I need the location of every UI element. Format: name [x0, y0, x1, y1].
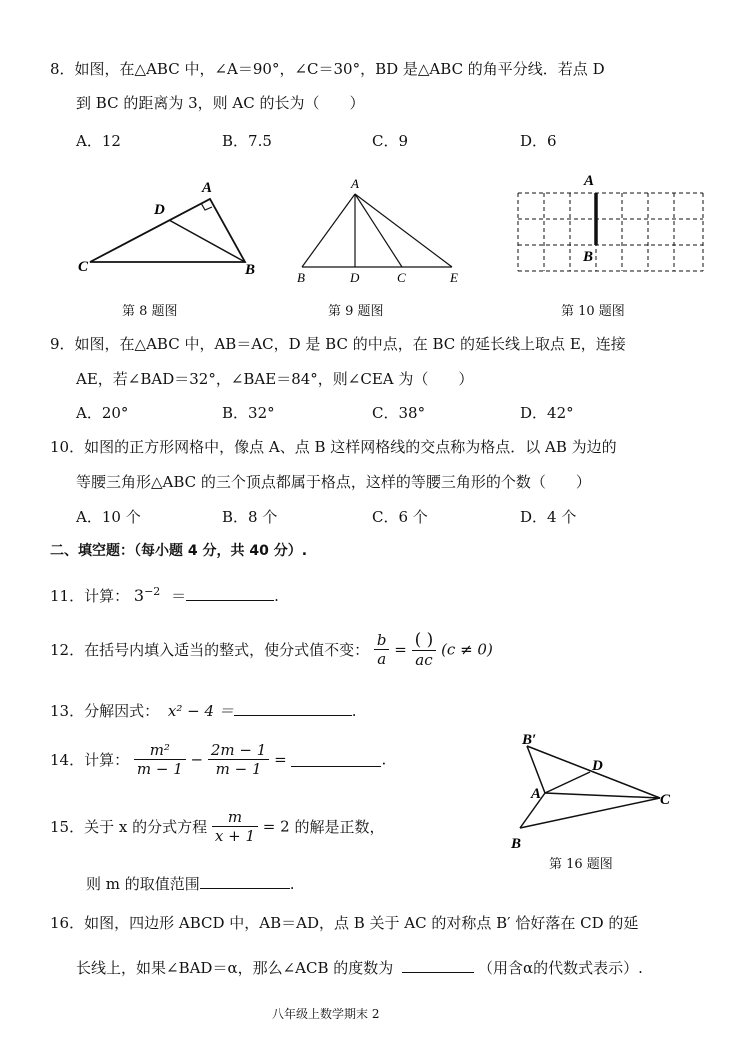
fig16-label-d: D [592, 758, 603, 774]
q8-option-a: A．12 [76, 132, 121, 150]
fig9-label-d: D [350, 270, 360, 285]
q14-frac1-numerator: m² [149, 741, 170, 759]
q14-frac2-denominator: m − 1 [208, 759, 269, 778]
q9-option-b: B．32° [222, 404, 275, 422]
fig10-label-b: B [583, 249, 594, 265]
fig8-label-b: B [245, 262, 256, 278]
q14-frac1-denominator: m − 1 [134, 759, 186, 778]
fig16-label-b: B [511, 836, 522, 852]
q12-fraction-1 [374, 631, 390, 668]
q11 [50, 585, 279, 606]
q12-condition: (c ≠ 0) [441, 640, 493, 659]
section-2-title: 二、填空题：（每小题 4 分，共 40 分）. [50, 543, 308, 559]
fig9-label-e: E [450, 270, 458, 285]
q16-line1: 16．如图，四边形 ABCD 中，AB＝AD，点 B 关于 AC 的对称点 B′ 恰好落在 CD 的延 [50, 914, 639, 932]
q11-equals: ＝ [171, 587, 187, 605]
q15-frac-denominator: x + 1 [212, 826, 258, 845]
fig9-label-a: A [351, 176, 359, 191]
q12 [50, 630, 493, 669]
fig16-label-c: C [660, 792, 671, 808]
fig10-caption: 第 10 题图 [561, 304, 625, 319]
q10-option-c: C．6 个 [372, 508, 428, 526]
fig16-label-a: A [531, 786, 542, 802]
q11-prefix: 11．计算： [50, 587, 130, 605]
q16-line2 [76, 957, 643, 978]
q12-frac1-denominator: a [374, 649, 390, 668]
q8-option-b: B．7.5 [222, 132, 272, 150]
fig10-label-a: A [584, 173, 595, 189]
q16-line2-end: （用含α的代数式表示）. [478, 959, 643, 977]
q10-option-a: A．10 个 [76, 508, 141, 526]
fig8-label-d: D [154, 202, 165, 218]
q16-answer-blank [402, 958, 474, 973]
q12-equals: = [394, 640, 407, 659]
fig16-caption: 第 16 题图 [549, 857, 613, 872]
q15-suffix: 的解是正数， [294, 818, 385, 836]
q9-option-c: C．38° [372, 404, 426, 422]
q10-option-b: B．8 个 [222, 508, 278, 526]
q13 [50, 700, 357, 721]
q10-line2: 等腰三角形△ABC 的三个顶点都属于格点，这样的等腰三角形的个数（ ） [76, 473, 591, 491]
q10-line1: 10．如图的正方形网格中，像点 A、点 B 这样网格线的交点称为格点．以 AB 为边的 [50, 438, 617, 456]
figure-10 [500, 168, 720, 283]
fig8-caption: 第 8 题图 [122, 304, 178, 319]
q15-equals: = 2 [262, 817, 290, 836]
fig9-caption: 第 9 题图 [328, 304, 384, 319]
figure-9 [290, 172, 470, 287]
q8-line2: 到 BC 的距离为 3，则 AC 的长为（ ） [76, 94, 365, 112]
q11-exponent: −2 [144, 585, 161, 598]
q15 [50, 808, 384, 845]
q11-base: 3 [133, 586, 145, 605]
q14 [50, 741, 386, 778]
q13-expression: x² − 4 ＝ [167, 702, 234, 720]
page-footer: 八年级上数学期末 2 [272, 1007, 380, 1021]
q10-option-d: D．4 个 [520, 508, 577, 526]
q13-end: . [351, 702, 357, 720]
q12-frac2-denominator: ac [412, 650, 437, 669]
figure-8 [70, 170, 270, 280]
q15-answer-blank [200, 874, 290, 889]
q15-prefix: 15．关于 x 的分式方程 [50, 818, 208, 836]
fig9-label-c: C [397, 270, 406, 285]
q8-option-c: C．9 [372, 132, 409, 150]
q12-frac1-numerator: b [376, 631, 387, 649]
q13-answer-blank [234, 701, 352, 716]
fig16-label-bprime: B′ [522, 732, 537, 748]
fig8-label-a: A [202, 180, 213, 196]
q14-equals: = [274, 750, 287, 769]
q15-end: . [289, 875, 295, 893]
q14-minus: − [190, 750, 204, 769]
q8-option-d: D．6 [520, 132, 557, 150]
q8-line1: 8．如图，在△ABC 中，∠A＝90°，∠C＝30°，BD 是△ABC 的角平分线．若点 D [50, 60, 605, 78]
q11-end: . [274, 587, 279, 605]
q9-option-a: A．20° [76, 404, 129, 422]
q12-fraction-2 [412, 630, 437, 669]
q15-line2-text: 则 m 的取值范围 [86, 875, 200, 893]
q15-fraction [212, 808, 258, 845]
q12-text: 12．在括号内填入适当的整式，使分式值不变： [50, 641, 370, 659]
q14-frac2-numerator: 2m − 1 [210, 741, 267, 759]
q9-line1: 9．如图，在△ABC 中，AB＝AC，D 是 BC 的中点，在 BC 的延长线上取点 E，连接 [50, 335, 626, 353]
q9-line2: AE，若∠BAD＝32°，∠BAE＝84°，则∠CEA 为（ ） [76, 370, 474, 388]
figure-16 [500, 728, 690, 853]
q16-line2-text: 长线上，如果∠BAD＝α，那么∠ACB 的度数为 [76, 959, 394, 977]
fig9-label-b: B [297, 270, 305, 285]
q14-prefix: 14．计算： [50, 751, 130, 769]
q9-option-d: D．42° [520, 404, 574, 422]
q13-prefix: 13．分解因式： [50, 702, 160, 720]
q14-fraction-1 [134, 741, 186, 778]
q14-answer-blank [291, 752, 381, 767]
q15-frac-numerator: m [227, 808, 243, 826]
q14-fraction-2 [208, 741, 269, 778]
q12-frac2-numerator: ( ) [414, 630, 434, 650]
q15-line2 [86, 873, 295, 894]
fig8-label-c: C [78, 259, 89, 275]
q14-end: . [381, 750, 387, 769]
q11-answer-blank [186, 586, 274, 601]
